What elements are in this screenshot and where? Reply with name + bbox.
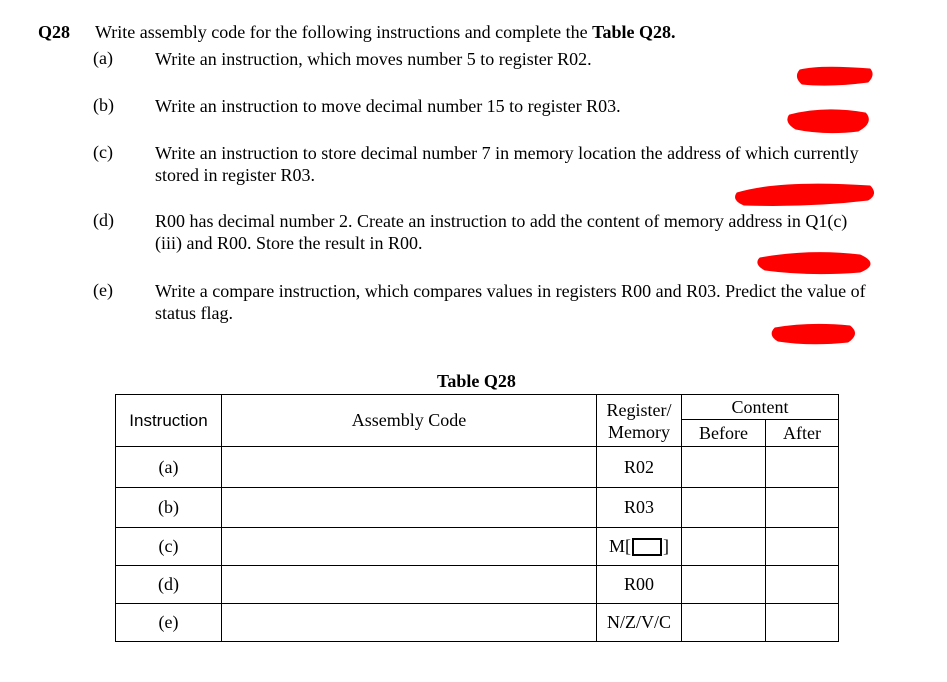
row-assembly-code[interactable] (222, 566, 597, 604)
scribble-c (736, 184, 874, 205)
memory-address-box[interactable] (632, 538, 662, 556)
row-before[interactable] (682, 566, 766, 604)
red-redaction-scribbles (730, 60, 940, 360)
scribble-e (772, 324, 854, 343)
row-instruction: (b) (116, 488, 222, 528)
row-instruction: (c) (116, 528, 222, 566)
row-register-memory (597, 528, 682, 566)
header-register-line1: Register/ (606, 399, 672, 420)
row-assembly-code[interactable] (222, 528, 597, 566)
header-after: After (766, 420, 839, 447)
scribble-d (758, 253, 870, 274)
table-row (116, 488, 839, 528)
header-before: Before (682, 420, 766, 447)
table-q28 (115, 394, 839, 642)
row-after[interactable] (766, 528, 839, 566)
row-before[interactable] (682, 528, 766, 566)
header-register-memory (597, 395, 682, 447)
table-caption: Table Q28 (437, 371, 516, 391)
scribble-a (797, 67, 872, 85)
memory-bracket-close: ] (663, 536, 669, 556)
header-register-line2: Memory (608, 421, 670, 442)
row-instruction: (a) (116, 447, 222, 488)
part-a-text: Write an instruction, which moves number 5 to register R02. (155, 49, 592, 69)
row-after[interactable] (766, 566, 839, 604)
table-row (116, 604, 839, 642)
row-assembly-code[interactable] (222, 604, 597, 642)
table-row (116, 566, 839, 604)
table-row (116, 447, 839, 488)
row-before[interactable] (682, 488, 766, 528)
row-after[interactable] (766, 488, 839, 528)
part-a-label: (a) (93, 48, 113, 68)
part-b-label: (b) (93, 95, 114, 115)
header-assembly-code: Assembly Code (222, 395, 597, 447)
question-title-bold: Table Q28. (592, 22, 676, 42)
memory-bracket-open: M[ (609, 536, 631, 556)
scribble-b (789, 111, 867, 132)
part-b-text: Write an instruction to move decimal number 15 to register R03. (155, 96, 621, 116)
row-after[interactable] (766, 604, 839, 642)
row-register: R00 (597, 566, 682, 604)
row-instruction: (e) (116, 604, 222, 642)
row-before[interactable] (682, 447, 766, 488)
part-d-text: R00 has decimal number 2. Create an instruction to add the content of memory address in Q1(c)(iii) and R00. Store the result in R00. (155, 211, 848, 253)
question-title-prefix: Write assembly code for the following instructions and complete the (95, 22, 593, 42)
part-e-label: (e) (93, 280, 113, 300)
row-register: N/Z/V/C (597, 604, 682, 642)
part-c-label: (c) (93, 142, 113, 162)
part-e-text: Write a compare instruction, which compares values in registers R00 and R03. Predict the value of status flag. (155, 281, 866, 323)
part-d-label: (d) (93, 210, 114, 230)
row-register: R02 (597, 447, 682, 488)
header-instruction: Instruction (116, 395, 222, 447)
part-c-text: Write an instruction to store decimal number 7 in memory location the address of which currently stored in register R03. (155, 143, 859, 185)
row-register: R03 (597, 488, 682, 528)
row-assembly-code[interactable] (222, 488, 597, 528)
row-instruction: (d) (116, 566, 222, 604)
row-assembly-code[interactable] (222, 447, 597, 488)
question-title (95, 22, 676, 43)
question-number: Q28 (38, 22, 71, 42)
row-after[interactable] (766, 447, 839, 488)
table-row (116, 528, 839, 566)
header-content: Content (682, 395, 839, 420)
row-before[interactable] (682, 604, 766, 642)
